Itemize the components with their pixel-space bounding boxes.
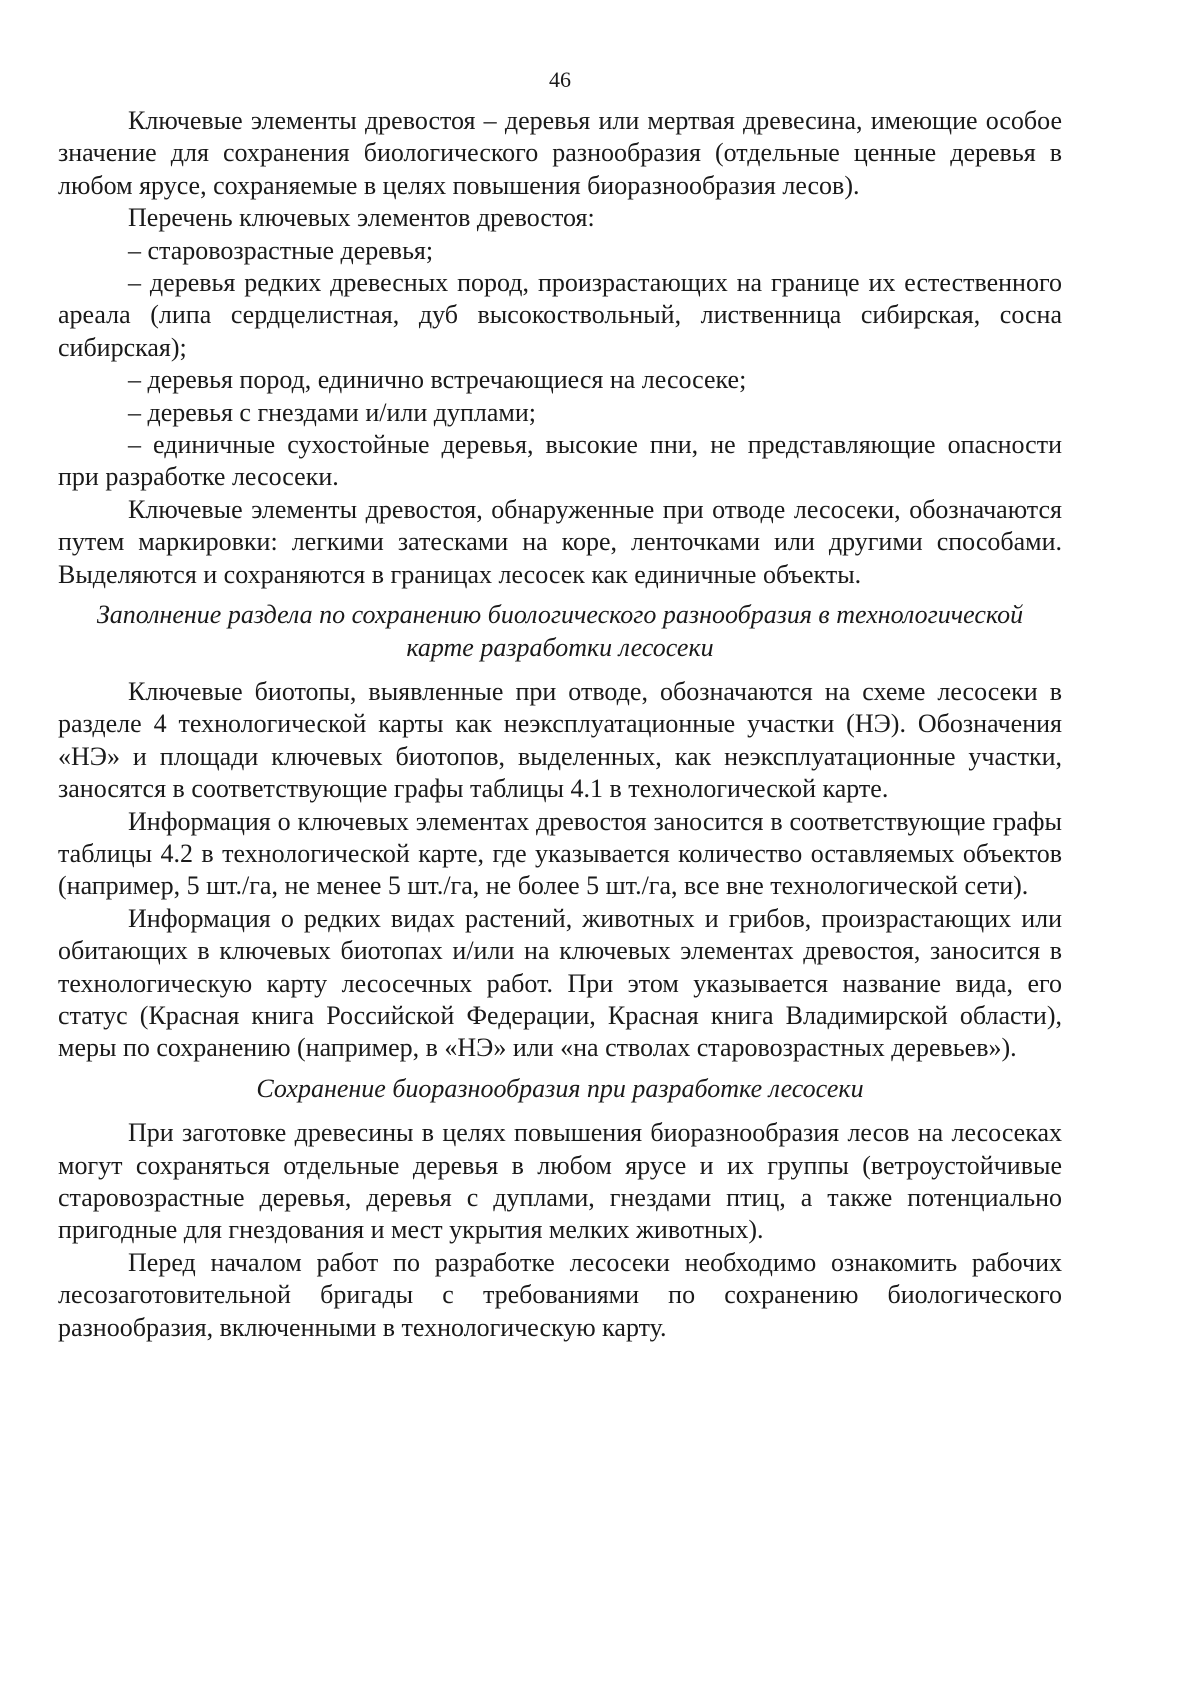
paragraph-key-elements-list-intro: Перечень ключевых элементов древостоя: <box>128 203 595 233</box>
paragraph-crew-briefing: Перед началом работ по разработке лесосеки необходимо ознакомить рабочих лесозаготовительной бригады с требованиями по сохранению биологического разнообразия, включенными в технологическую карту. <box>58 1247 1062 1342</box>
list-item-nest-hollow-trees: – деревья с гнездами и/или дуплами; <box>128 397 537 427</box>
section-heading-filling: Заполнение раздела по сохранению биологического разнообразия в технологической карте разработки лесосеки <box>96 600 1024 662</box>
list-item-dead-standing-trees: – единичные сухостойные деревья, высокие пни, не представляющие опасности при разработке лесосеки. <box>58 430 1062 492</box>
list-item-old-trees: – старовозрастные деревья; <box>128 235 434 265</box>
page-number: 46 <box>549 67 571 92</box>
paragraph-key-elements-definition: Ключевые элементы древостоя – деревья или мертвая древесина, имеющие особое значение для сохранения биологического разнообразия (отдельные ценные деревья в любом ярусе, сохраняемые в целях повышения биоразнообразия лесов). <box>58 106 1062 200</box>
document-page <box>58 66 1062 1344</box>
list-item-single-species-trees: – деревья пород, единично встречающиеся на лесосеке; <box>128 365 747 395</box>
paragraph-harvest-preservation: При заготовке древесины в целях повышения биоразнообразия лесов на лесосеках могут сохраняться отдельные деревья в любом ярусе и их группы (ветроустойчивые старовозрастные деревья, деревья с дуплами, гнездами птиц, а также потенциально пригодные для гнездования и мест укрытия мелких животных). <box>58 1118 1062 1245</box>
paragraph-key-elements-info: Информация о ключевых элементах древостоя заносится в соответствующие графы таблицы 4.2 в технологической карте, где указывается количество оставляемых объектов (например, 5 шт./га, не менее 5 шт./га, не более 5 шт./га, все вне технологической сети). <box>58 806 1062 901</box>
paragraph-marking: Ключевые элементы древостоя, обнаруженные при отводе лесосеки, обозначаются путем маркировки: легкими затесками на коре, ленточками или другими способами. Выделяются и сохраняются в границах лесосек как единичные объекты. <box>58 494 1062 589</box>
paragraph-key-biotopes: Ключевые биотопы, выявленные при отводе, обозначаются на схеме лесосеки в разделе 4 технологической карты как неэксплуатационные участки (НЭ). Обозначения «НЭ» и площади ключевых биотопов, выделенных, как неэксплуатационные участки, заносятся в соответствующие графы таблицы 4.1 в технологической карте. <box>58 676 1062 804</box>
paragraph-rare-species-info: Информация о редких видах растений, животных и грибов, произрастающих или обитающих в ключевых биотопах и/или на ключевых элементах древостоя, заносится в технологическую карту лесосечных работ. При этом указывается название вида, его статус (Красная книга Российской Федерации, Красная книга Владимирской области), меры по сохранению (например, в «НЭ» или «на стволах старовозрастных деревьев»). <box>58 903 1062 1063</box>
list-item-rare-species-trees: – деревья редких древесных пород, произрастающих на границе их естественного ареала (липа сердцелистная, дуб высокоствольный, лиственница сибирская, сосна сибирская); <box>58 268 1062 362</box>
section-heading-preservation: Сохранение биоразнообразия при разработке лесосеки <box>256 1073 864 1103</box>
